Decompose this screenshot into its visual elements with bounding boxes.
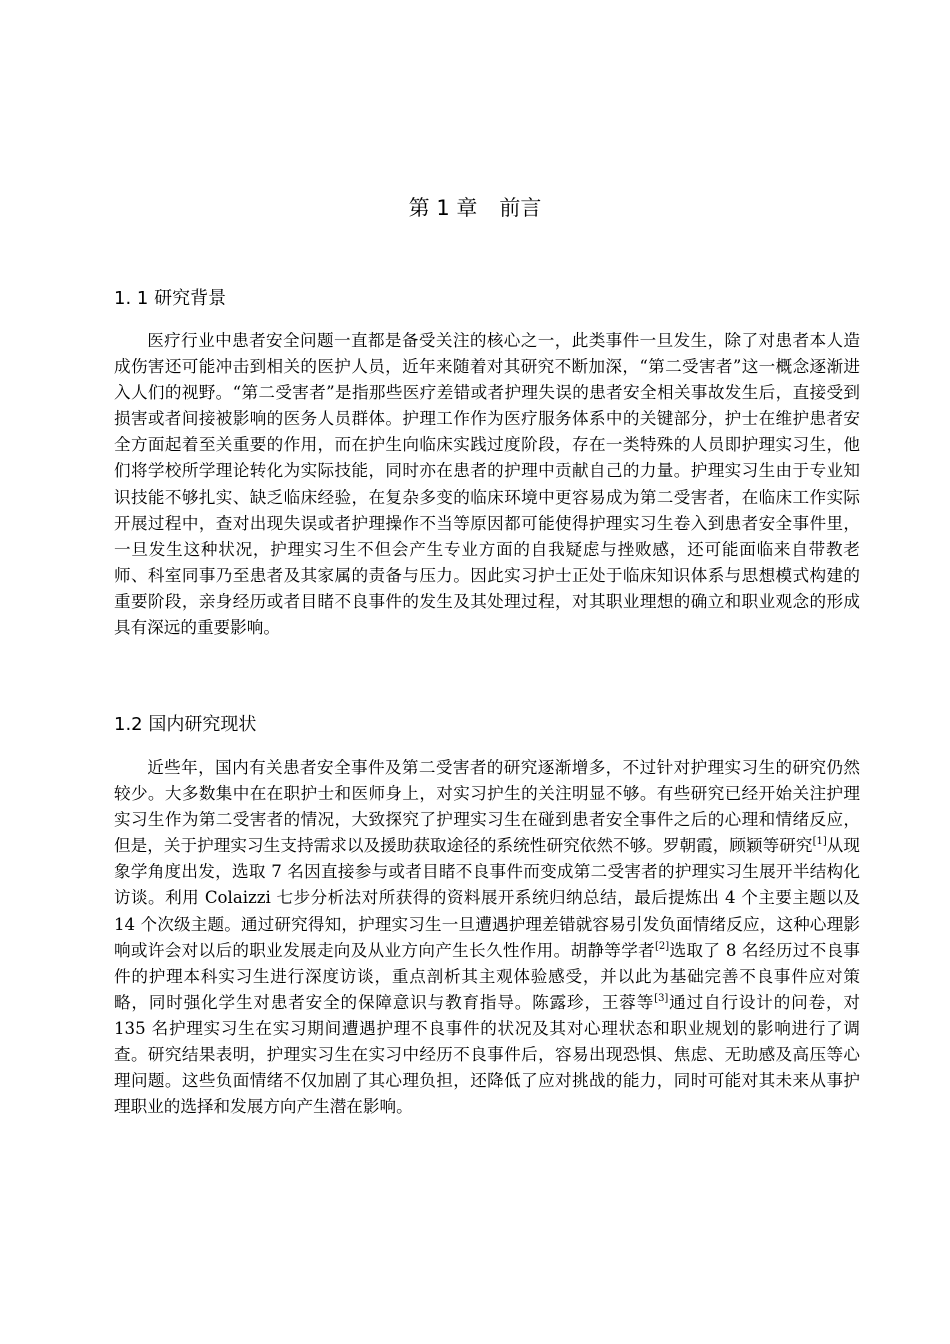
paragraph-domestic-research [114, 755, 860, 1120]
paragraph-text: 选取了 8 名经历过不良事件的护理本科实习生进行深度访谈，重点剖析其主观体验感受，并以此为基础完善不良事件应对策略，同时强化学生对患者安全的保障意识与教育指导。陈露珍，王蓉等 [114, 940, 861, 1012]
paragraph-text: 通过自行设计的问卷，对 135 名护理实习生在实习期间遭遇护理不良事件的状况及其对心理状态和职业规划的影响进行了调查。研究结果表明，护理实习生在实习中经历不良事件后，容易出现恐惧、焦虑、无助感及高压等心理问题。这些负面情绪不仅加剧了其心理负担，还降低了应对挑战的能力，同时可能对其未来从事护理职业的选择和发展方向产生潜在影响。 [114, 992, 861, 1117]
citation-1: [1] [812, 836, 827, 848]
chapter-number: 第 1 章 [408, 196, 478, 220]
section-heading-domestic-research: 1.2 国内研究现状 [114, 714, 257, 735]
citation-3: [3] [654, 992, 669, 1004]
paragraph-background [114, 328, 860, 641]
paragraph-text: 近些年，国内有关患者安全事件及第二受害者的研究逐渐增多，不过针对护理实习生的研究仍然较少。大多数集中在在职护士和医师身上，对实习护生的关注明显不够。有些研究已经开始关注护理实习生作为第二受害者的情况，大致探究了护理实习生在碰到患者安全事件之后的心理和情绪反应，但是，关于护理实习生支持需求以及援助获取途径的系统性研究依然不够。罗朝霞，顾颖等研究 [114, 758, 860, 856]
chapter-title [0, 192, 950, 222]
chapter-name: 前言 [499, 196, 542, 220]
citation-2: [2] [655, 940, 670, 952]
section-heading-background: 1. 1 研究背景 [114, 288, 227, 309]
paragraph-text: 医疗行业中患者安全问题一直都是备受关注的核心之一，此类事件一旦发生，除了对患者本人造成伤害还可能冲击到相关的医护人员，近年来随着对其研究不断加深，“第二受害者”这一概念逐渐进入人们的视野。“第二受害者”是指那些医疗差错或者护理失误的患者安全相关事故发生后，直接受到损害或者间接被影响的医务人员群体。护理工作作为医疗服务体系中的关键部分，护士在维护患者安全方面起着至关重要的作用，而在护生向临床实践过度阶段，存在一类特殊的人员即护理实习生，他们将学校所学理论转化为实际技能，同时亦在患者的护理中贡献自己的力量。护理实习生由于专业知识技能不够扎实、缺乏临床经验，在复杂多变的临床环境中更容易成为第二受害者，在临床工作实际开展过程中，查对出现失误或者护理操作不当等原因都可能使得护理实习生卷入到患者安全事件里，一旦发生这种状况，护理实习生不但会产生专业方面的自我疑虑与挫败感，还可能面临来自带教老师、科室同事乃至患者及其家属的责备与压力。因此实习护士正处于临床知识体系与思想模式构建的重要阶段，亲身经历或者目睹不良事件的发生及其处理过程，对其职业理想的确立和职业观念的形成具有深远的重要影响。 [114, 331, 860, 638]
paragraph-text: 从现象学角度出发，选取 7 名因直接参与或者目睹不良事件而变成第二受害者的护理实习生展开半结构化访谈。利用 Colaizzi 七步分析法对所获得的资料展开系统归纳总结，最后提炼出 4 个主要主题以及 14 个次级主题。通过研究得知，护理实习生一旦遭遇护理差错就容易引发负面情绪反应，这种心理影响或许会对以后的职业发展走向及从业方向产生长久性作用。胡静等学者 [114, 836, 860, 960]
